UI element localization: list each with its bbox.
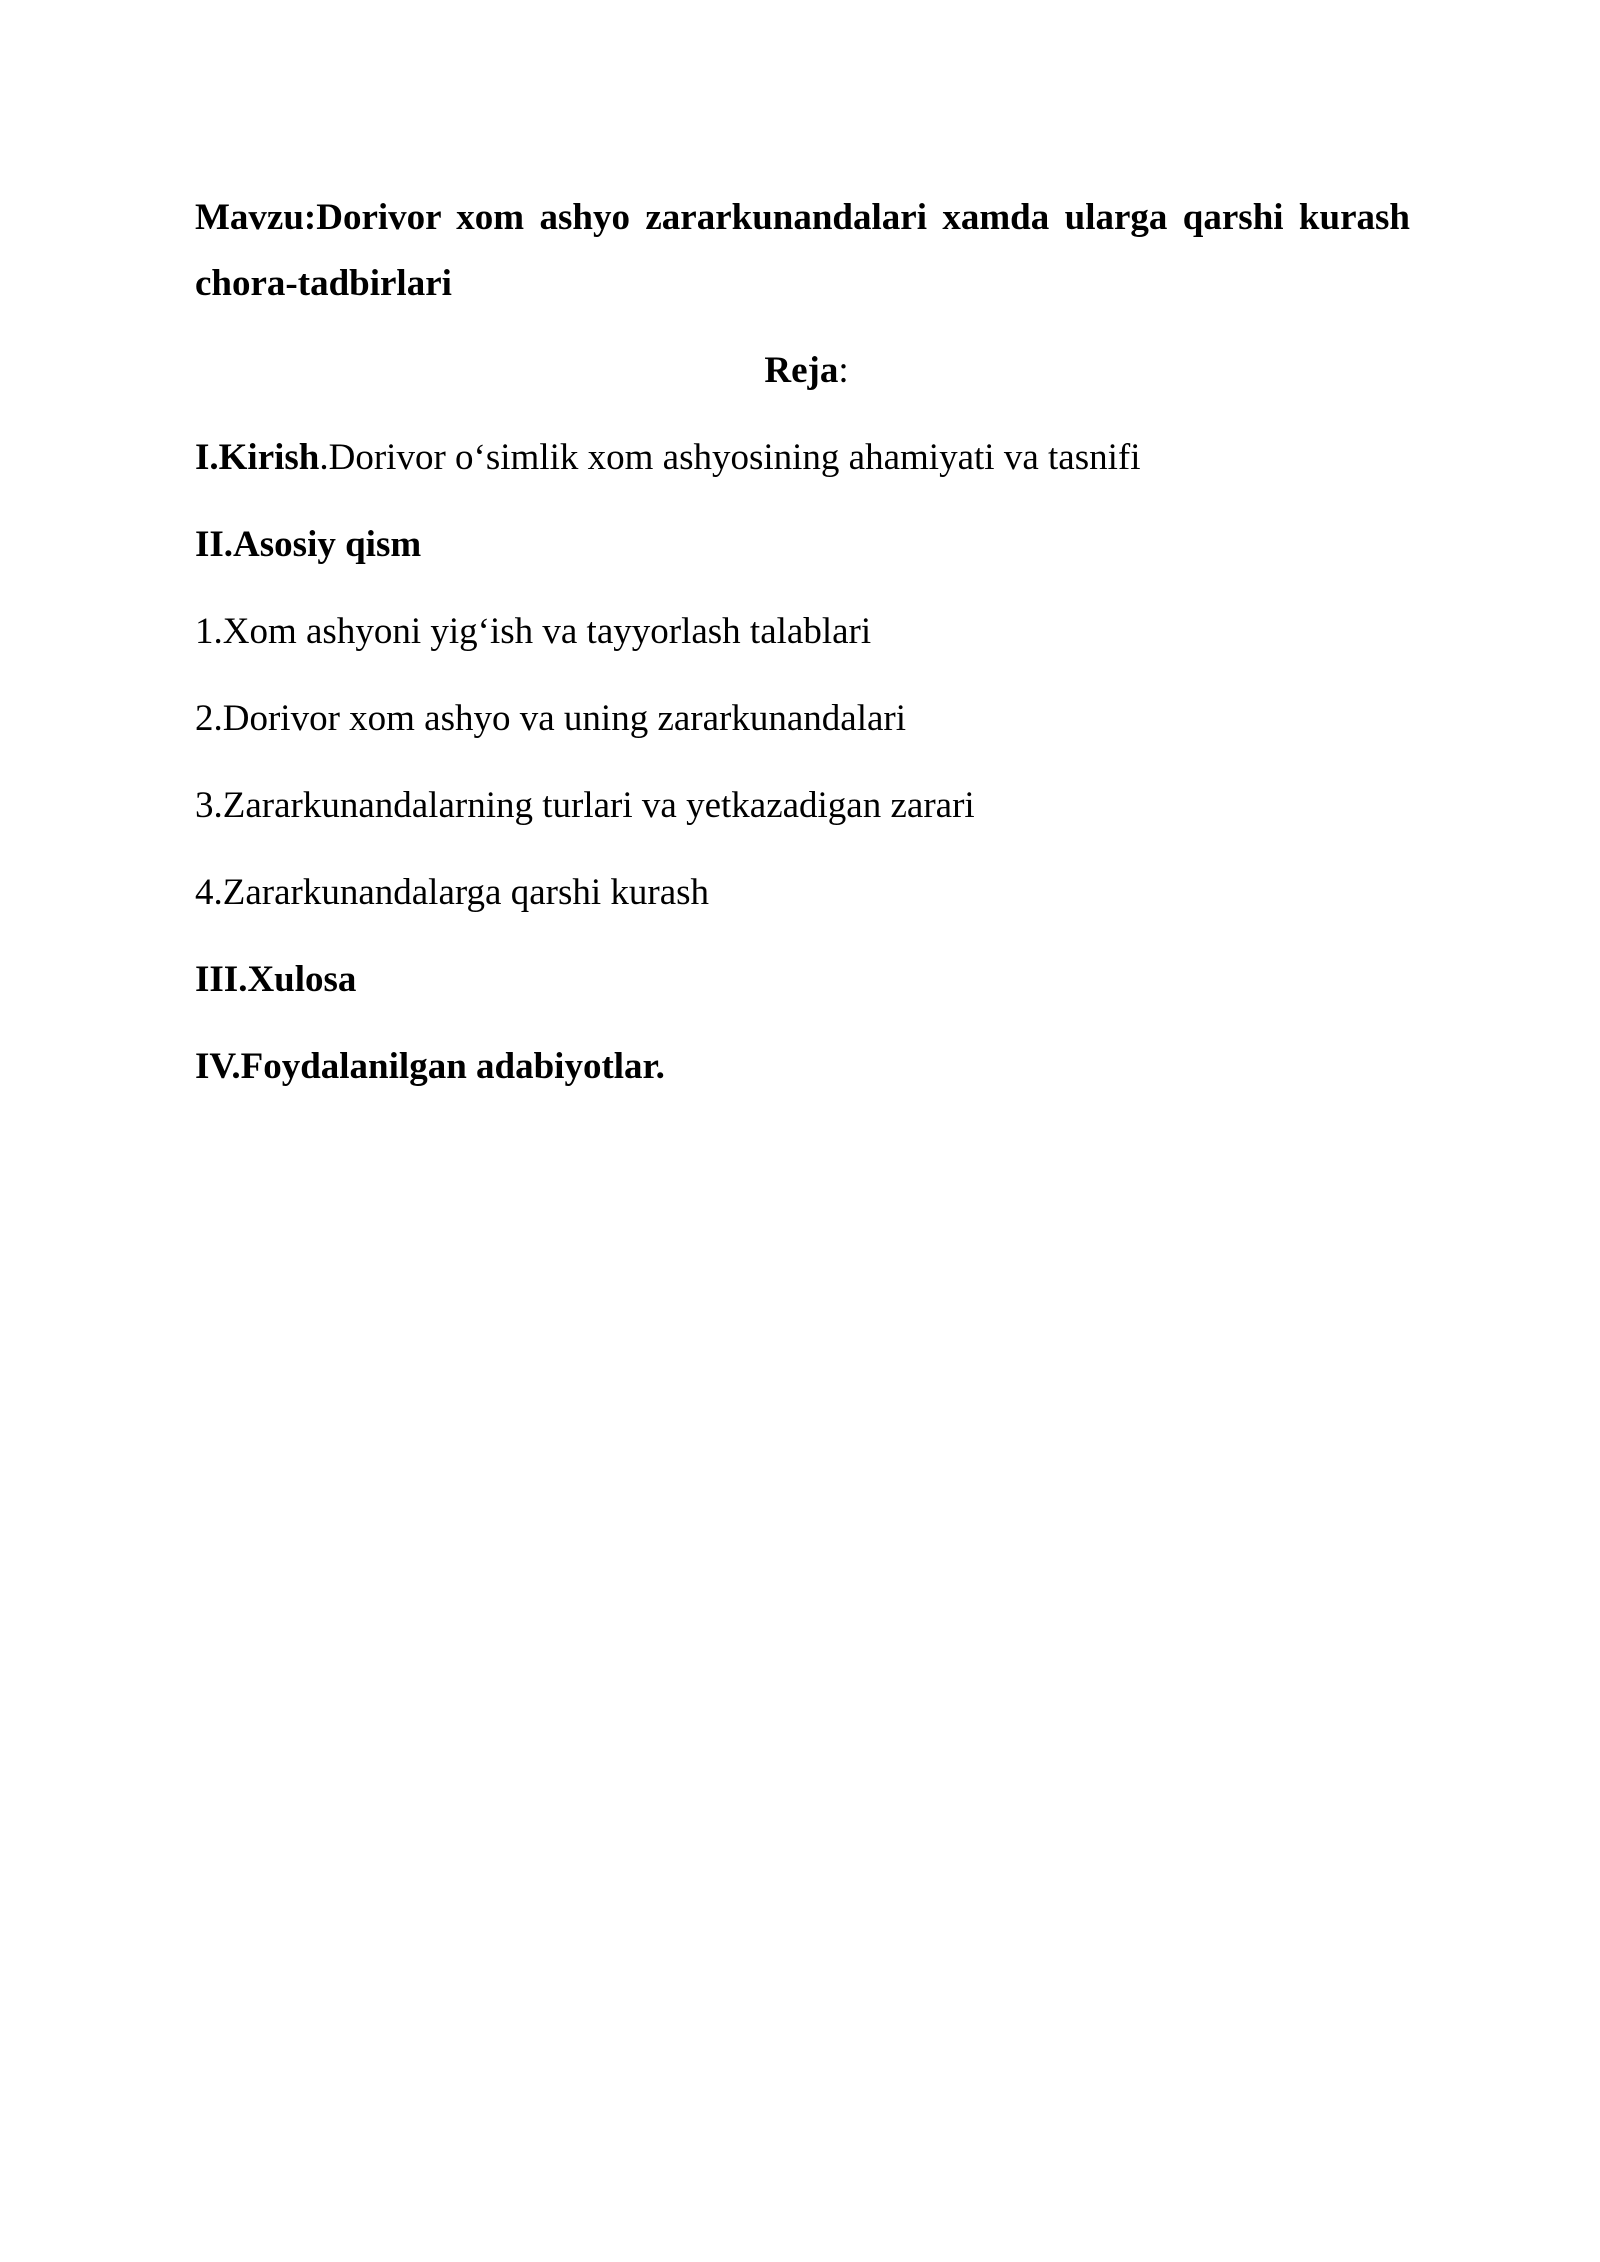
references-heading: IV.Foydalanilgan adabiyotlar. [195,1046,665,1087]
plan-item-4: 4.Zararkunandalarga qarshi kurash [195,872,710,913]
topic-title: Mavzu:Dorivor xom ashyo zararkunandalari xamda ularga qarshi kurash chora-tadbirlari [195,197,1410,304]
plan-heading-label: Reja [764,350,839,391]
intro-line [195,425,1410,491]
document-body [195,185,1410,1100]
conclusion-heading: III.Xulosa [195,959,357,1000]
intro-text: .Dorivor o‘simlik xom ashyosining ahamiyati va tasnifi [319,437,1141,478]
plan-heading [195,338,1410,404]
plan-item-3: 3.Zararkunandalarning turlari va yetkazadigan zarari [195,785,975,826]
main-part-heading: II.Asosiy qism [195,524,422,565]
plan-heading-colon: : [838,350,849,391]
plan-item-2: 2.Dorivor xom ashyo va uning zararkunandalari [195,698,907,739]
plan-item-1: 1.Xom ashyoni yig‘ish va tayyorlash talablari [195,611,872,652]
intro-label: I.Kirish [195,437,320,478]
